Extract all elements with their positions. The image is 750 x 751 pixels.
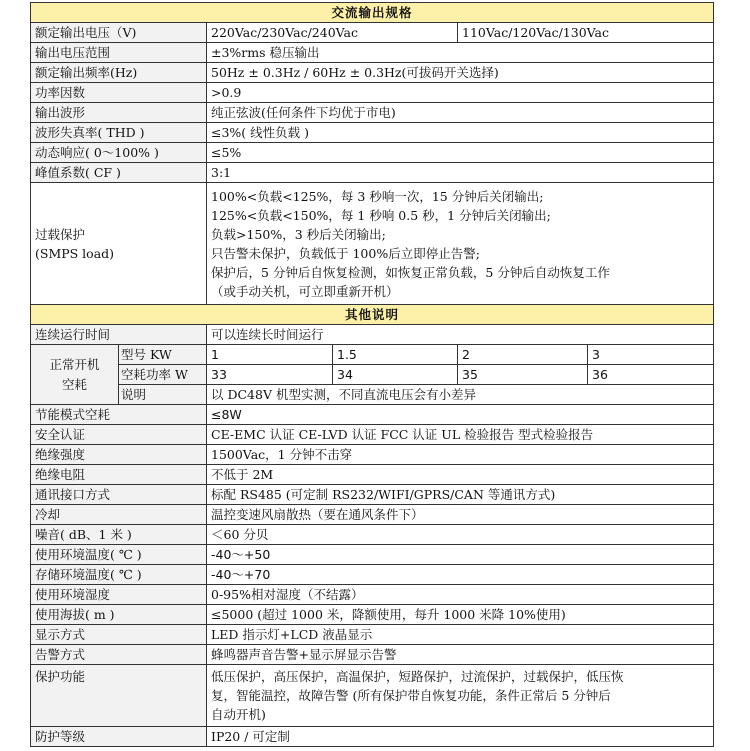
idle-note: 以 DC48V 机型实测，不同直流电压会有小差异	[207, 385, 714, 405]
row-value: ≤3%( 线性负载 )	[207, 123, 714, 143]
row-label: 使用环境湿度	[31, 585, 207, 605]
row-value: >0.9	[207, 83, 714, 103]
overload-line: 只告警未保护，负载低于 100%后立即停止告警;	[211, 245, 480, 261]
row-value: ＜60 分贝	[207, 525, 714, 545]
idle-power-4: 36	[588, 365, 714, 385]
idle-model-4: 3	[588, 345, 714, 365]
row-label: 使用海拔( m )	[31, 605, 207, 625]
table-row	[31, 63, 714, 83]
row-label: 输出波形	[31, 103, 207, 123]
table-row	[31, 405, 714, 425]
row-label: 噪音( dB、1 米 )	[31, 525, 207, 545]
idle-model-label: 型号 KW	[119, 345, 207, 365]
row-label: 节能模式空耗	[31, 405, 207, 425]
table-row	[31, 123, 714, 143]
table-row	[31, 565, 714, 585]
section-header-ac-output	[31, 3, 714, 23]
row-value: 不低于 2M	[207, 465, 714, 485]
row-label: 通讯接口方式	[31, 485, 207, 505]
row-value: -40～+70	[207, 565, 714, 585]
row-value: ±3%rms 稳压输出	[207, 43, 714, 63]
overload-description	[207, 183, 714, 305]
table-row	[31, 545, 714, 565]
row-value: 可以连续长时间运行	[207, 325, 714, 345]
table-row	[31, 465, 714, 485]
row-label: 冷却	[31, 505, 207, 525]
table-row	[31, 727, 714, 747]
idle-power-2: 34	[333, 365, 458, 385]
table-row	[31, 325, 714, 345]
table-row-overload	[31, 183, 714, 305]
row-label: 显示方式	[31, 625, 207, 645]
spec-table	[30, 2, 714, 747]
row-value: 3:1	[207, 163, 714, 183]
row-label: 连续运行时间	[31, 325, 207, 345]
row-label: 绝缘强度	[31, 445, 207, 465]
idle-row-note	[31, 385, 714, 405]
table-row	[31, 143, 714, 163]
overload-line: 125%<负载<150%，每 1 秒响 0.5 秒，1 分钟后关闭输出;	[211, 207, 551, 223]
row-label: 保护功能	[31, 665, 207, 727]
idle-note-label: 说明	[119, 385, 207, 405]
row-label: 安全认证	[31, 425, 207, 445]
row-value: 110Vac/120Vac/130Vac	[458, 23, 714, 43]
row-label: 存储环境温度( ℃ )	[31, 565, 207, 585]
row-value: 纯正弦波(任何条件下均优于市电)	[207, 103, 714, 123]
row-label: 防护等级	[31, 727, 207, 747]
table-row	[31, 585, 714, 605]
table-row	[31, 425, 714, 445]
idle-row-models	[31, 345, 714, 365]
idle-power-1: 33	[207, 365, 333, 385]
row-value: 标配 RS485 (可定制 RS232/WIFI/GPRS/CAN 等通讯方式)	[207, 485, 714, 505]
idle-row-powers	[31, 365, 714, 385]
protection-line: 自动开机)	[211, 707, 266, 722]
row-value: 蜂鸣器声音告警+显示屏显示告警	[207, 645, 714, 665]
row-value: IP20 / 可定制	[207, 727, 714, 747]
row-value: 0-95%相对湿度（不结露）	[207, 585, 714, 605]
row-value: 220Vac/230Vac/240Vac	[207, 23, 458, 43]
overload-line: 负载>150%，3 秒后关闭输出;	[211, 226, 386, 242]
table-row	[31, 505, 714, 525]
idle-power-3: 35	[458, 365, 588, 385]
idle-power-label: 正常开机空耗	[31, 345, 119, 405]
section-header-other	[31, 305, 714, 325]
table-row	[31, 625, 714, 645]
table-row	[31, 23, 714, 43]
row-value: CE-EMC 认证 CE-LVD 认证 FCC 认证 UL 检验报告 型式检验报告	[207, 425, 714, 445]
idle-power-value-label: 空耗功率 W	[119, 365, 207, 385]
row-label: 告警方式	[31, 645, 207, 665]
row-label: 动态响应( 0～100% )	[31, 143, 207, 163]
row-label: 波形失真率( THD )	[31, 123, 207, 143]
row-value: -40～+50	[207, 545, 714, 565]
row-label: 额定输出电压（V)	[31, 23, 207, 43]
table-row	[31, 163, 714, 183]
row-label: 输出电压范围	[31, 43, 207, 63]
row-value: 温控变速风扇散热（要在通风条件下）	[207, 505, 714, 525]
idle-model-1: 1	[207, 345, 333, 365]
row-value: LED 指示灯+LCD 液晶显示	[207, 625, 714, 645]
table-row	[31, 525, 714, 545]
table-row	[31, 605, 714, 625]
table-row	[31, 645, 714, 665]
row-label: 功率因数	[31, 83, 207, 103]
protection-line: 复，智能温控，故障告警 (所有保护带自恢复功能，条件正常后 5 分钟后	[211, 688, 611, 703]
row-value: ≤8W	[207, 405, 714, 425]
row-label: 绝缘电阻	[31, 465, 207, 485]
table-row	[31, 485, 714, 505]
overload-line: （或手动关机，可立即重新开机）	[211, 283, 399, 299]
row-label: 峰值系数( CF )	[31, 163, 207, 183]
row-label-overload	[31, 183, 207, 305]
table-row	[31, 103, 714, 123]
row-value: ≤5%	[207, 143, 714, 163]
row-value: ≤5000 (超过 1000 米，降额使用，每升 1000 米降 10%使用)	[207, 605, 714, 625]
protection-line: 低压保护，高压保护，高温保护，短路保护，过流保护，过载保护，低压恢	[211, 669, 624, 684]
idle-model-3: 2	[458, 345, 588, 365]
section-title: 其他说明	[31, 305, 714, 325]
section-title: 交流输出规格	[31, 3, 714, 23]
table-row	[31, 83, 714, 103]
overload-label: 过载保护	[35, 226, 86, 242]
overload-label-sub: (SMPS load)	[35, 245, 115, 261]
row-label: 额定输出频率(Hz)	[31, 63, 207, 83]
overload-line: 100%<负载<125%，每 3 秒响一次，15 分钟后关闭输出;	[211, 188, 544, 204]
table-row	[31, 43, 714, 63]
idle-model-2: 1.5	[333, 345, 458, 365]
table-row-protection	[31, 665, 714, 727]
overload-line: 保护后，5 分钟后自恢复检测，如恢复正常负载，5 分钟后自动恢复工作	[211, 264, 610, 280]
table-row	[31, 445, 714, 465]
row-label: 使用环境温度( ℃ )	[31, 545, 207, 565]
protection-description	[207, 665, 714, 727]
row-value: 1500Vac，1 分钟不击穿	[207, 445, 714, 465]
row-value: 50Hz ± 0.3Hz / 60Hz ± 0.3Hz(可拔码开关选择)	[207, 63, 714, 83]
